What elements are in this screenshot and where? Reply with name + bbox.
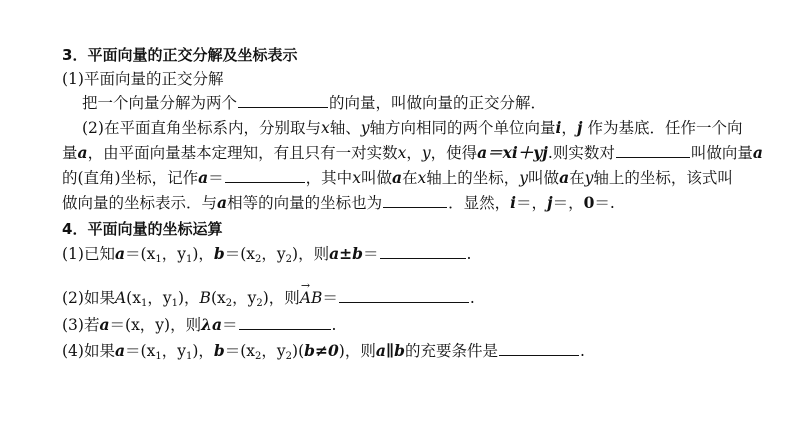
text: )，则 <box>262 289 300 307</box>
blank-vector-ab[interactable] <box>339 287 469 303</box>
text: ＝ <box>362 245 379 263</box>
text: 的充要条件是 <box>404 342 498 360</box>
text: ，y <box>161 342 186 360</box>
subscript: 1 <box>155 351 162 362</box>
section-4-title: 平面向量的坐标运算 <box>87 220 223 238</box>
sub1-label-text: (1)平面向量的正交分解 <box>62 70 224 88</box>
section-4-number: 4 <box>62 220 73 238</box>
var-y: y <box>360 119 370 137</box>
var-x: x <box>397 144 407 162</box>
subscript: 2 <box>285 254 293 265</box>
subscript: 2 <box>256 298 263 309</box>
sub2-line-3 <box>62 167 733 189</box>
blank-real-pair[interactable] <box>616 142 690 158</box>
point-a: A <box>114 289 127 307</box>
text: 的(直角)坐标，记作 <box>62 169 199 187</box>
text: 轴方向相同的两个单位向量 <box>369 119 556 137</box>
text: )( <box>292 342 305 360</box>
text: ，y <box>161 245 186 263</box>
text: ．显然， <box>448 194 511 212</box>
vec-a: a <box>752 143 763 162</box>
vec-a: a <box>391 168 402 187</box>
section-3-heading: 3．平面向量的正交分解及坐标表示 <box>62 46 298 64</box>
var-y: y <box>421 144 431 162</box>
subscript: 1 <box>185 254 193 265</box>
text: ＝. <box>594 194 615 212</box>
blank-parallel-condition[interactable] <box>499 340 579 356</box>
text: . <box>579 342 585 360</box>
blank-scalar-multiple[interactable] <box>239 314 331 330</box>
vec-a: a <box>114 244 126 263</box>
text: ，y <box>261 342 286 360</box>
scalar-multiple-expr: λa <box>201 315 223 334</box>
text: (4)如果 <box>62 342 115 360</box>
text: )，则 <box>338 342 376 360</box>
text: 作为基底．任作一个向 <box>587 119 743 137</box>
text: ＝(x <box>224 245 256 263</box>
blank-equal-coordinate[interactable] <box>383 192 447 208</box>
op-item-2 <box>62 287 475 315</box>
text: ＝， <box>515 194 547 212</box>
sum-diff-expr: a±b <box>329 244 363 263</box>
text: ＝ <box>222 316 238 334</box>
text: )， <box>192 245 214 263</box>
text: ＝(x <box>125 342 156 360</box>
text: ，由平面向量基本定理知，有且只有一对实数 <box>87 144 398 162</box>
vec-a: a <box>198 168 209 187</box>
text: 叫做 <box>528 169 560 187</box>
var-x: x <box>320 119 330 137</box>
subscript: 2 <box>285 351 293 362</box>
sub1-line <box>82 92 546 114</box>
sub1-label <box>62 68 223 90</box>
text: (x <box>126 289 141 307</box>
text: )，则 <box>292 245 330 263</box>
text: ＝(x <box>125 245 156 263</box>
text: 量 <box>62 144 78 162</box>
text: 叫做向量 <box>690 144 753 162</box>
vector-ab: → AB <box>300 287 323 309</box>
sub1-text-b: 的向量，叫做向量的正交分解． <box>329 94 547 112</box>
decomposition-equation: a＝xi＋yj <box>477 143 548 162</box>
vec-a: a <box>559 168 570 187</box>
text: ， <box>406 144 422 162</box>
subscript: 1 <box>185 351 193 362</box>
text: 轴上的坐标， <box>426 169 520 187</box>
zero-vector: 0 <box>583 193 595 212</box>
vec-a: a <box>114 341 126 360</box>
subscript: 1 <box>171 298 178 309</box>
text: ＝(x <box>224 342 256 360</box>
vec-j: j <box>547 193 553 212</box>
sub1-text-a: 把一个向量分解为两个 <box>82 94 238 112</box>
text: 在 <box>569 169 585 187</box>
blank-sum-diff[interactable] <box>380 243 466 259</box>
var-x: x <box>352 169 361 187</box>
subscript: 2 <box>225 298 233 309</box>
text: 在 <box>402 169 418 187</box>
vec-i: i <box>510 193 516 212</box>
subscript: 1 <box>155 254 162 265</box>
text: ＝ <box>322 289 338 307</box>
op-item-3 <box>62 314 336 336</box>
text: 做向量的坐标表示．与 <box>62 194 218 212</box>
vec-a: a <box>77 143 88 162</box>
vec-b: b <box>213 244 225 263</box>
vec-b: b <box>213 341 225 360</box>
text: (x <box>210 289 226 307</box>
text: (2)如果 <box>62 289 115 307</box>
text: )， <box>177 289 200 307</box>
text: ，y <box>261 245 286 263</box>
text: (1)已知 <box>62 245 115 263</box>
text: ，其中 <box>305 169 353 187</box>
vec-j: j <box>576 118 583 137</box>
var-y: y <box>584 169 594 187</box>
vec-i: i <box>555 118 562 137</box>
var-y: y <box>519 169 529 187</box>
text: ，y <box>147 289 172 307</box>
sub2-line-4 <box>62 192 615 214</box>
subscript: 2 <box>255 351 262 362</box>
section-4-heading: 4．平面向量的坐标运算 <box>62 220 223 238</box>
text: 相等的向量的坐标也为 <box>227 194 383 212</box>
vec-a: a <box>217 193 228 212</box>
text: . <box>466 245 472 263</box>
text: (2)在平面直角坐标系内，分别取与 <box>82 119 321 137</box>
text: . <box>331 316 337 334</box>
text: 叫做 <box>360 169 392 187</box>
var-x: x <box>417 169 427 187</box>
text: (3)若 <box>62 316 100 334</box>
section-3-number: 3 <box>62 46 73 64</box>
text: ＝(x，y)，则 <box>109 316 202 334</box>
subscript: 2 <box>255 254 262 265</box>
text: ，y <box>232 289 257 307</box>
point-b: B <box>199 289 211 307</box>
subscript: 1 <box>140 298 148 309</box>
text: ＝ <box>208 169 224 187</box>
text: 轴、 <box>329 119 361 137</box>
text: ， <box>561 119 577 137</box>
parallel-expr: a∥b <box>375 341 405 360</box>
op-item-1 <box>62 243 471 271</box>
blank-orthogonal[interactable] <box>238 92 328 108</box>
sub2-line-2 <box>62 142 763 164</box>
text: ，使得 <box>430 144 478 162</box>
blank-coordinate[interactable] <box>225 167 305 183</box>
section-3-title: 平面向量的正交分解及坐标表示 <box>87 46 298 64</box>
text: 轴上的坐标，该式叫 <box>593 169 733 187</box>
vec-a: a <box>99 315 110 334</box>
sub2-line-1 <box>82 117 742 139</box>
text: )， <box>192 342 214 360</box>
text: . <box>469 289 475 307</box>
text: ＝， <box>552 194 584 212</box>
nonzero-condition: b≠0 <box>304 341 339 360</box>
text: .则实数对 <box>547 144 615 162</box>
op-item-4 <box>62 340 585 368</box>
